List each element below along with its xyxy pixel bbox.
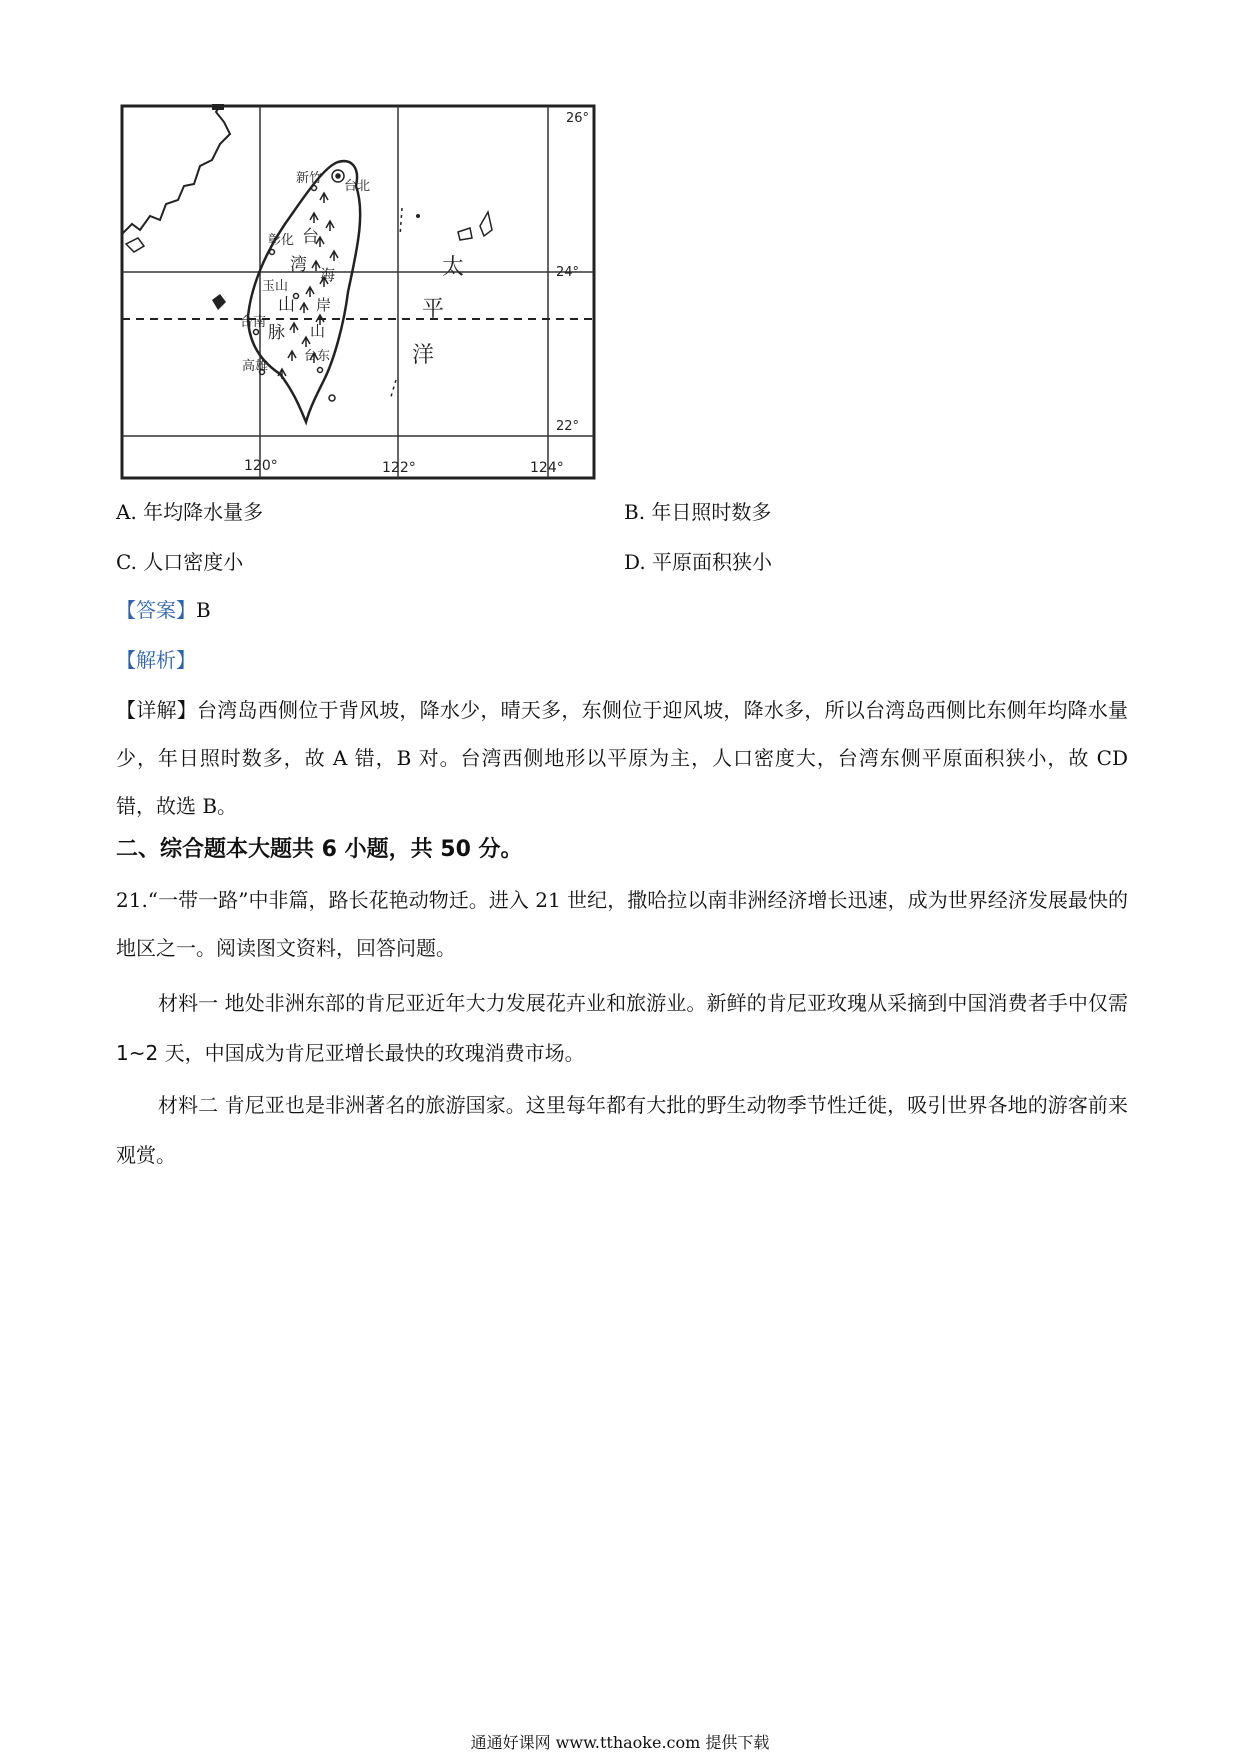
detail-text: 台湾岛西侧位于背风坡，降水少，晴天多，东侧位于迎风坡，降水多，所以台湾岛西侧比东侧年均降水量少，年日照时数多，故 A 错，B 对。台湾西侧地形以平原为主，人口密度大，台湾东侧平原面积狭小，故 CD 错，故选 B。	[116, 698, 1129, 818]
city-label-taitung: 台东	[304, 349, 331, 364]
ocean-char-2: 平	[422, 297, 445, 322]
option-c: C. 人口密度小	[116, 550, 244, 574]
analysis-label: 【解析】	[116, 648, 196, 672]
section-title: 二、综合题本大题共 6 小题，共 50 分。	[116, 837, 523, 862]
coastal-range-char-1: 海	[320, 266, 336, 284]
option-d: D. 平原面积狭小	[624, 550, 773, 574]
ocean-char-3: 洋	[412, 343, 435, 368]
penghu-islands	[212, 294, 226, 310]
east-islet-2	[480, 212, 492, 236]
lon-label-120: 120°	[244, 458, 278, 474]
city-label-hsinchu: 新竹	[296, 171, 323, 186]
lat-label-22: 22°	[556, 419, 580, 434]
lat-label-24: 24°	[556, 265, 580, 280]
lon-label-122: 122°	[382, 460, 416, 476]
range-char-2: 湾	[290, 255, 307, 275]
city-label-tainan: 台南	[240, 315, 267, 330]
analysis-line	[116, 648, 196, 672]
mainland-coast	[122, 106, 230, 234]
range-char-3: 山	[278, 295, 295, 315]
coastal-range-char-3: 山	[310, 322, 326, 340]
range-char-1: 台	[302, 227, 319, 247]
city-label-kaohsiung: 高雄	[242, 359, 269, 374]
answer-value: B	[196, 598, 211, 622]
lat-label-26: 26°	[566, 111, 590, 126]
city-label-changhua: 彰化	[268, 233, 295, 248]
east-islet-chain	[400, 208, 402, 236]
material-1: 材料一 地处非洲东部的肯尼亚近年大力发展花卉业和旅游业。新鲜的肯尼亚玫瑰从采摘到中国消费者手中仅需 1~2 天，中国成为肯尼亚增长最快的玫瑰消费市场。	[116, 991, 1128, 1065]
question-21-intro: 21.“一带一路”中非篇，路长花艳动物迁。进入 21 世纪，撒哈拉以南非洲经济增长迅速，成为世界经济发展最快的地区之一。阅读图文资料，回答问题。	[116, 888, 1128, 960]
material-2: 材料二 肯尼亚也是非洲著名的旅游国家。这里每年都有大批的野生动物季节性迁徙，吸引世界各地的游客前来观赏。	[116, 1093, 1128, 1167]
map-frame	[122, 106, 594, 478]
south-islet-chain	[390, 380, 396, 400]
east-islet-dot	[416, 214, 420, 218]
ocean-char-1: 太	[442, 255, 465, 280]
city-label-yushan: 玉山	[262, 279, 289, 294]
coast-mark	[212, 104, 224, 110]
detail-paragraph	[116, 686, 1128, 830]
answer-line	[116, 598, 211, 622]
page-footer: 通通好课网 www.tthaoke.com 提供下载	[470, 1733, 770, 1752]
answer-label: 【答案】	[116, 598, 196, 622]
detail-label: 【详解】	[116, 698, 197, 722]
coast-islet	[126, 238, 144, 252]
lon-label-124: 124°	[530, 460, 564, 476]
option-b: B. 年日照时数多	[624, 500, 772, 524]
option-a: A. 年均降水量多	[116, 500, 264, 524]
range-char-4: 脉	[268, 323, 285, 343]
east-islet-1	[458, 228, 472, 240]
coastal-range-char-2: 岸	[316, 296, 332, 314]
taiwan-map	[120, 104, 598, 486]
city-label-taipei: 台北	[344, 179, 371, 194]
south-islet	[329, 395, 335, 401]
